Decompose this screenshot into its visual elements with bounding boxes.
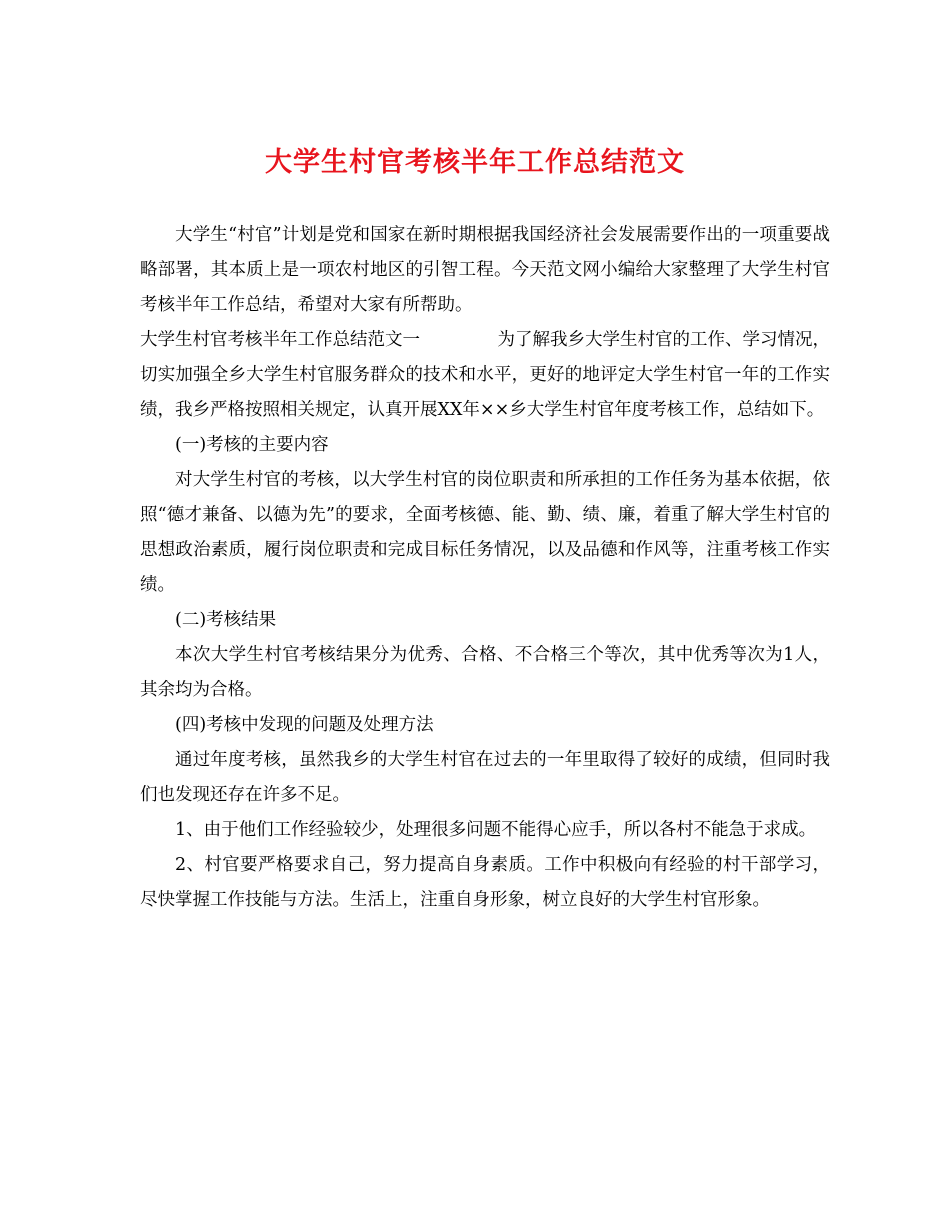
document-title: 大学生村官考核半年工作总结范文: [265, 147, 685, 178]
problems-paragraph: 通过年度考核，虽然我乡的大学生村官在过去的一年里取得了较好的成绩，但同时我们也发现还存在许多不足。: [140, 750, 830, 805]
heading-problems: (四)考核中发现的问题及处理方法: [175, 715, 434, 735]
document-body: [140, 218, 830, 918]
problem-item-1: 1、由于他们工作经验较少，处理很多问题不能得心应手，所以各村不能急于求成。: [175, 820, 817, 840]
section-lead-first-line: 为了解我乡大学生村官的工作、学习情况，: [497, 330, 830, 350]
problem-item-2: 2、村官要严格要求自己，努力提高自身素质。工作中积极向有经验的村干部学习，尽快掌握工作技能与方法。生活上，注重自身形象，树立良好的大学生村官形象。: [140, 855, 830, 910]
section-heading: 大学生村官考核半年工作总结范文一: [140, 330, 420, 350]
heading-main-content: (一)考核的主要内容: [175, 435, 329, 455]
main-content-paragraph: 对大学生村官的考核，以大学生村官的岗位职责和所承担的工作任务为基本依据，依照“德才兼备、以德为先”的要求，全面考核德、能、勤、绩、廉，着重了解大学生村官的思想政治素质，履行岗位职责和完成目标任务情况，以及品德和作风等，注重考核工作实绩。: [140, 470, 830, 595]
section-lead-paragraph: 切实加强全乡大学生村官服务群众的技术和水平，更好的地评定大学生村官一年的工作实绩，我乡严格按照相关规定，认真开展XX年××乡大学生村官年度考核工作，总结如下。: [140, 365, 830, 420]
section-lead-row: [140, 323, 830, 358]
intro-paragraph: 大学生“村官”计划是党和国家在新时期根据我国经济社会发展需要作出的一项重要战略部署，其本质上是一项农村地区的引智工程。今天范文网小编给大家整理了大学生村官考核半年工作总结，希望对大家有所帮助。: [140, 225, 830, 315]
results-paragraph: 本次大学生村官考核结果分为优秀、合格、不合格三个等次，其中优秀等次为1人，其余均为合格。: [140, 645, 830, 700]
heading-results: (二)考核结果: [175, 610, 277, 630]
